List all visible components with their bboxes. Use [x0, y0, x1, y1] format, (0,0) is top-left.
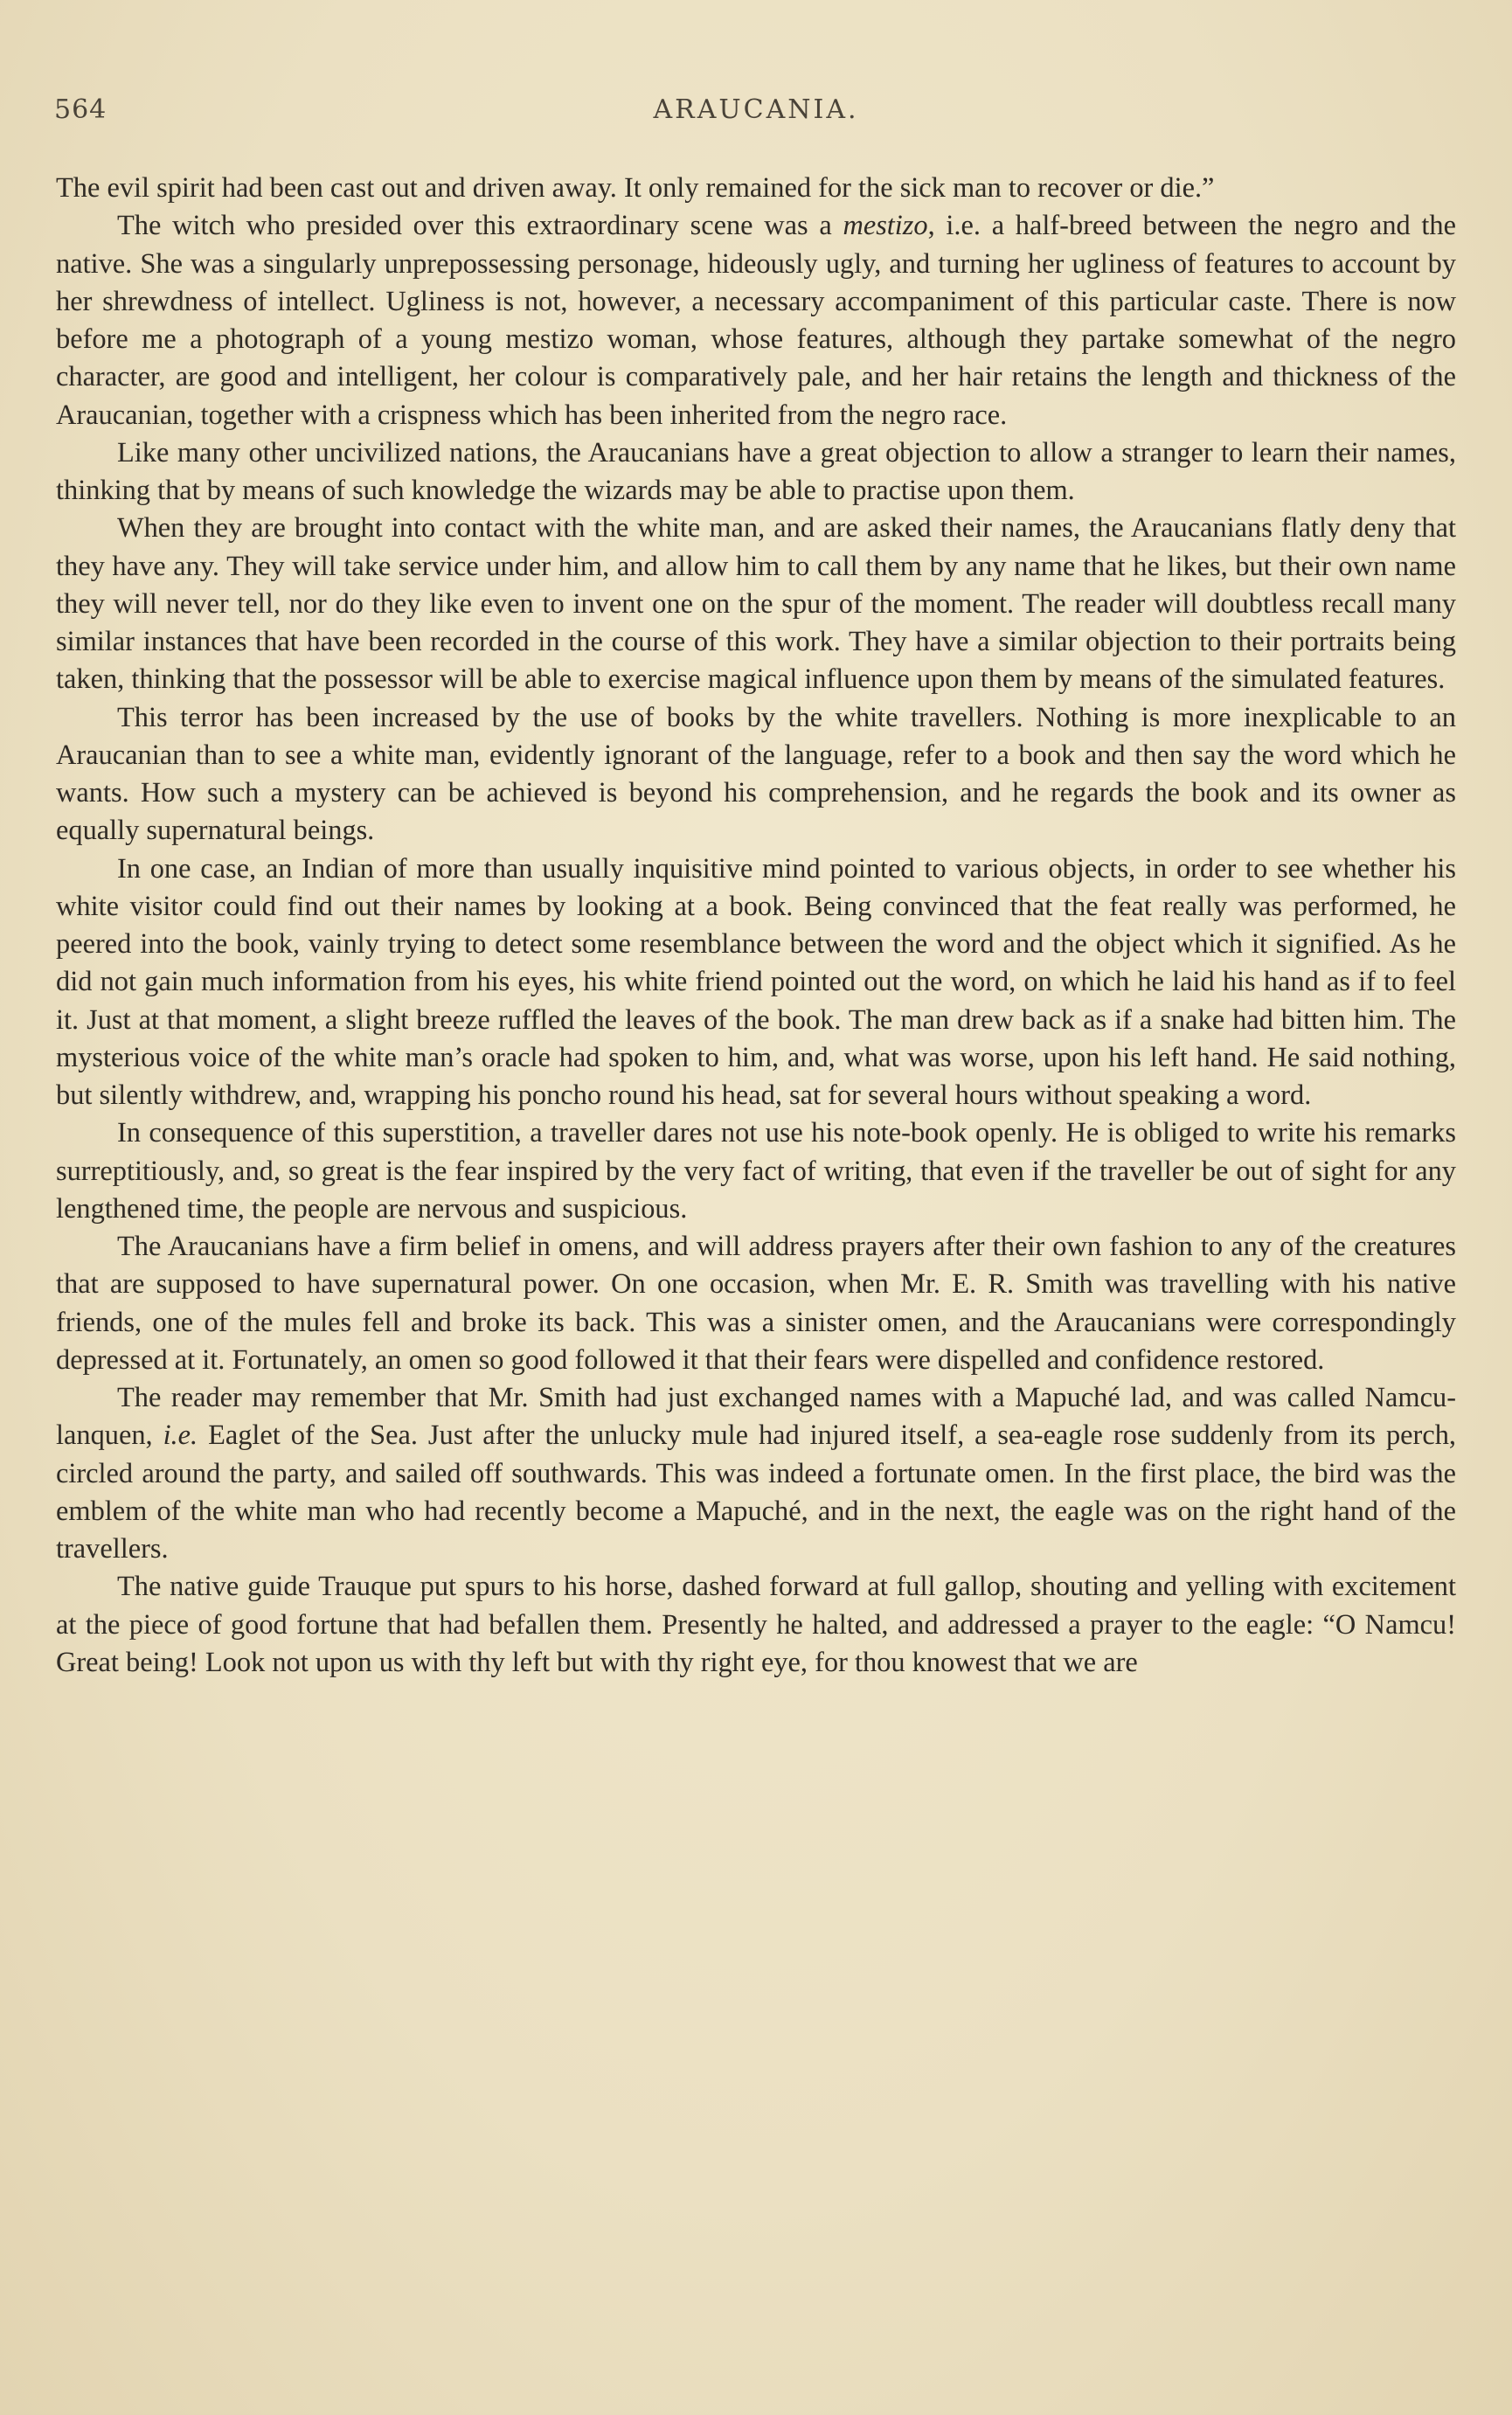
- paragraph-4: When they are brought into contact with the white man, and are asked their names, the Araucanians flatly deny that they have any. They will take service under him, and allow him to call them by any name that he likes, but their own name they will never tell, nor do they like even to invent one on the spur of the moment. The reader will doubtless recall many similar instances that have been recorded in the course of this work. They have a similar objection to their portraits being taken, thinking that the possessor will be able to exercise magical influence upon them by means of the simulated features.: [56, 512, 1456, 696]
- page-header: [54, 94, 1458, 138]
- paragraph-3: Like many other uncivilized nations, the Araucanians have a great objection to allow a stranger to learn their names, thinking that by means of such knowledge the wizards may be able to practise upon them.: [56, 436, 1456, 506]
- paragraph-10: The native guide Trauque put spurs to his horse, dashed forward at full gallop, shouting and yelling with excitement at the piece of good fortune that had befallen them. Presently he halted, and addressed a prayer to the eagle: “O Namcu! Great being! Look not upon us with thy left but with thy right eye, for thou knowest that we are: [56, 1571, 1456, 1678]
- paragraph-6: In one case, an Indian of more than usually inquisitive mind pointed to various objects, in order to see whether his white visitor could find out their names by looking at a book. Being convinced that the feat really was performed, he peered into the book, vainly trying to detect some resemblance between the word and the object which it signified. As he did not gain much information from his eyes, his white friend pointed out the word, on which he laid his hand as if to feel it. Just at that moment, a slight breeze ruffled the leaves of the book. The man drew back as if a snake had bitten him. The mysterious voice of the white man’s oracle had spoken to him, and, what was worse, upon his left hand. He said nothing, but silently withdrew, and, wrapping his poncho round his head, sat for several hours without speaking a word.: [56, 852, 1456, 1111]
- paragraph-7: In consequence of this superstition, a traveller dares not use his note-book openly. He is obliged to write his remarks surreptitiously, and, so great is the fear inspired by the very fact of writing, that even if the traveller be out of sight for any lengthened time, the people are nervous and suspicious.: [56, 1117, 1456, 1225]
- running-head: ARAUCANIA.: [653, 94, 859, 125]
- paragraph-5: This terror has been increased by the use of books by the white travellers. Nothing is more inexplicable to an Araucanian than to see a white man, evidently ignorant of the language, refer to a book and then say the word which he wants. How such a mystery can be achieved is beyond his comprehension, and he regards the book and its owner as equally supernatural beings.: [56, 701, 1456, 847]
- paragraph-8: The Araucanians have a firm belief in omens, and will address prayers after their own fashion to any of the creatures that are supposed to have supernatural power. On one occasion, when Mr. E. R. Smith was travelling with his native friends, one of the mules fell and broke its back. This was a sinister omen, and the Araucanians were correspondingly depressed at it. Fortunately, an omen so good followed it that their fears were dispelled and confidence restored.: [56, 1231, 1456, 1376]
- paragraph-1: The evil spirit had been cast out and driven away. It only remained for the sick man to recover or die.”: [56, 172, 1215, 204]
- body-text: [56, 170, 1456, 1682]
- italic-term: i.e.: [163, 1419, 198, 1452]
- page-number: 564: [54, 94, 108, 125]
- paragraph-9: The reader may remember that Mr. Smith had just exchanged names with a Mapuché lad, and was called Namcu-lanquen, i.e. Eaglet of the Sea. Just after the unlucky mule had injured itself, a sea-eagle rose suddenly from its perch, circled around the party, and sailed off southwards. This was indeed a fortunate omen. In the first place, the bird was the emblem of the white man who had recently become a Mapuché, and in the next, the eagle was on the right hand of the travellers.: [56, 1382, 1456, 1565]
- paragraph-2: The witch who presided over this extraordinary scene was a mestizo, i.e. a half-breed between the negro and the native. She was a singularly unprepossessing personage, hideously ugly, and turning her ugliness of features to account by her shrewdness of intellect. Ugliness is not, however, a necessary accompaniment of this particular caste. There is now before me a photograph of a young mestizo woman, whose features, although they partake somewhat of the negro character, are good and intelligent, her colour is comparatively pale, and her hair retains the length and thickness of the Araucanian, together with a crispness which has been inherited from the negro race.: [56, 210, 1456, 431]
- italic-term: mestizo: [843, 210, 928, 242]
